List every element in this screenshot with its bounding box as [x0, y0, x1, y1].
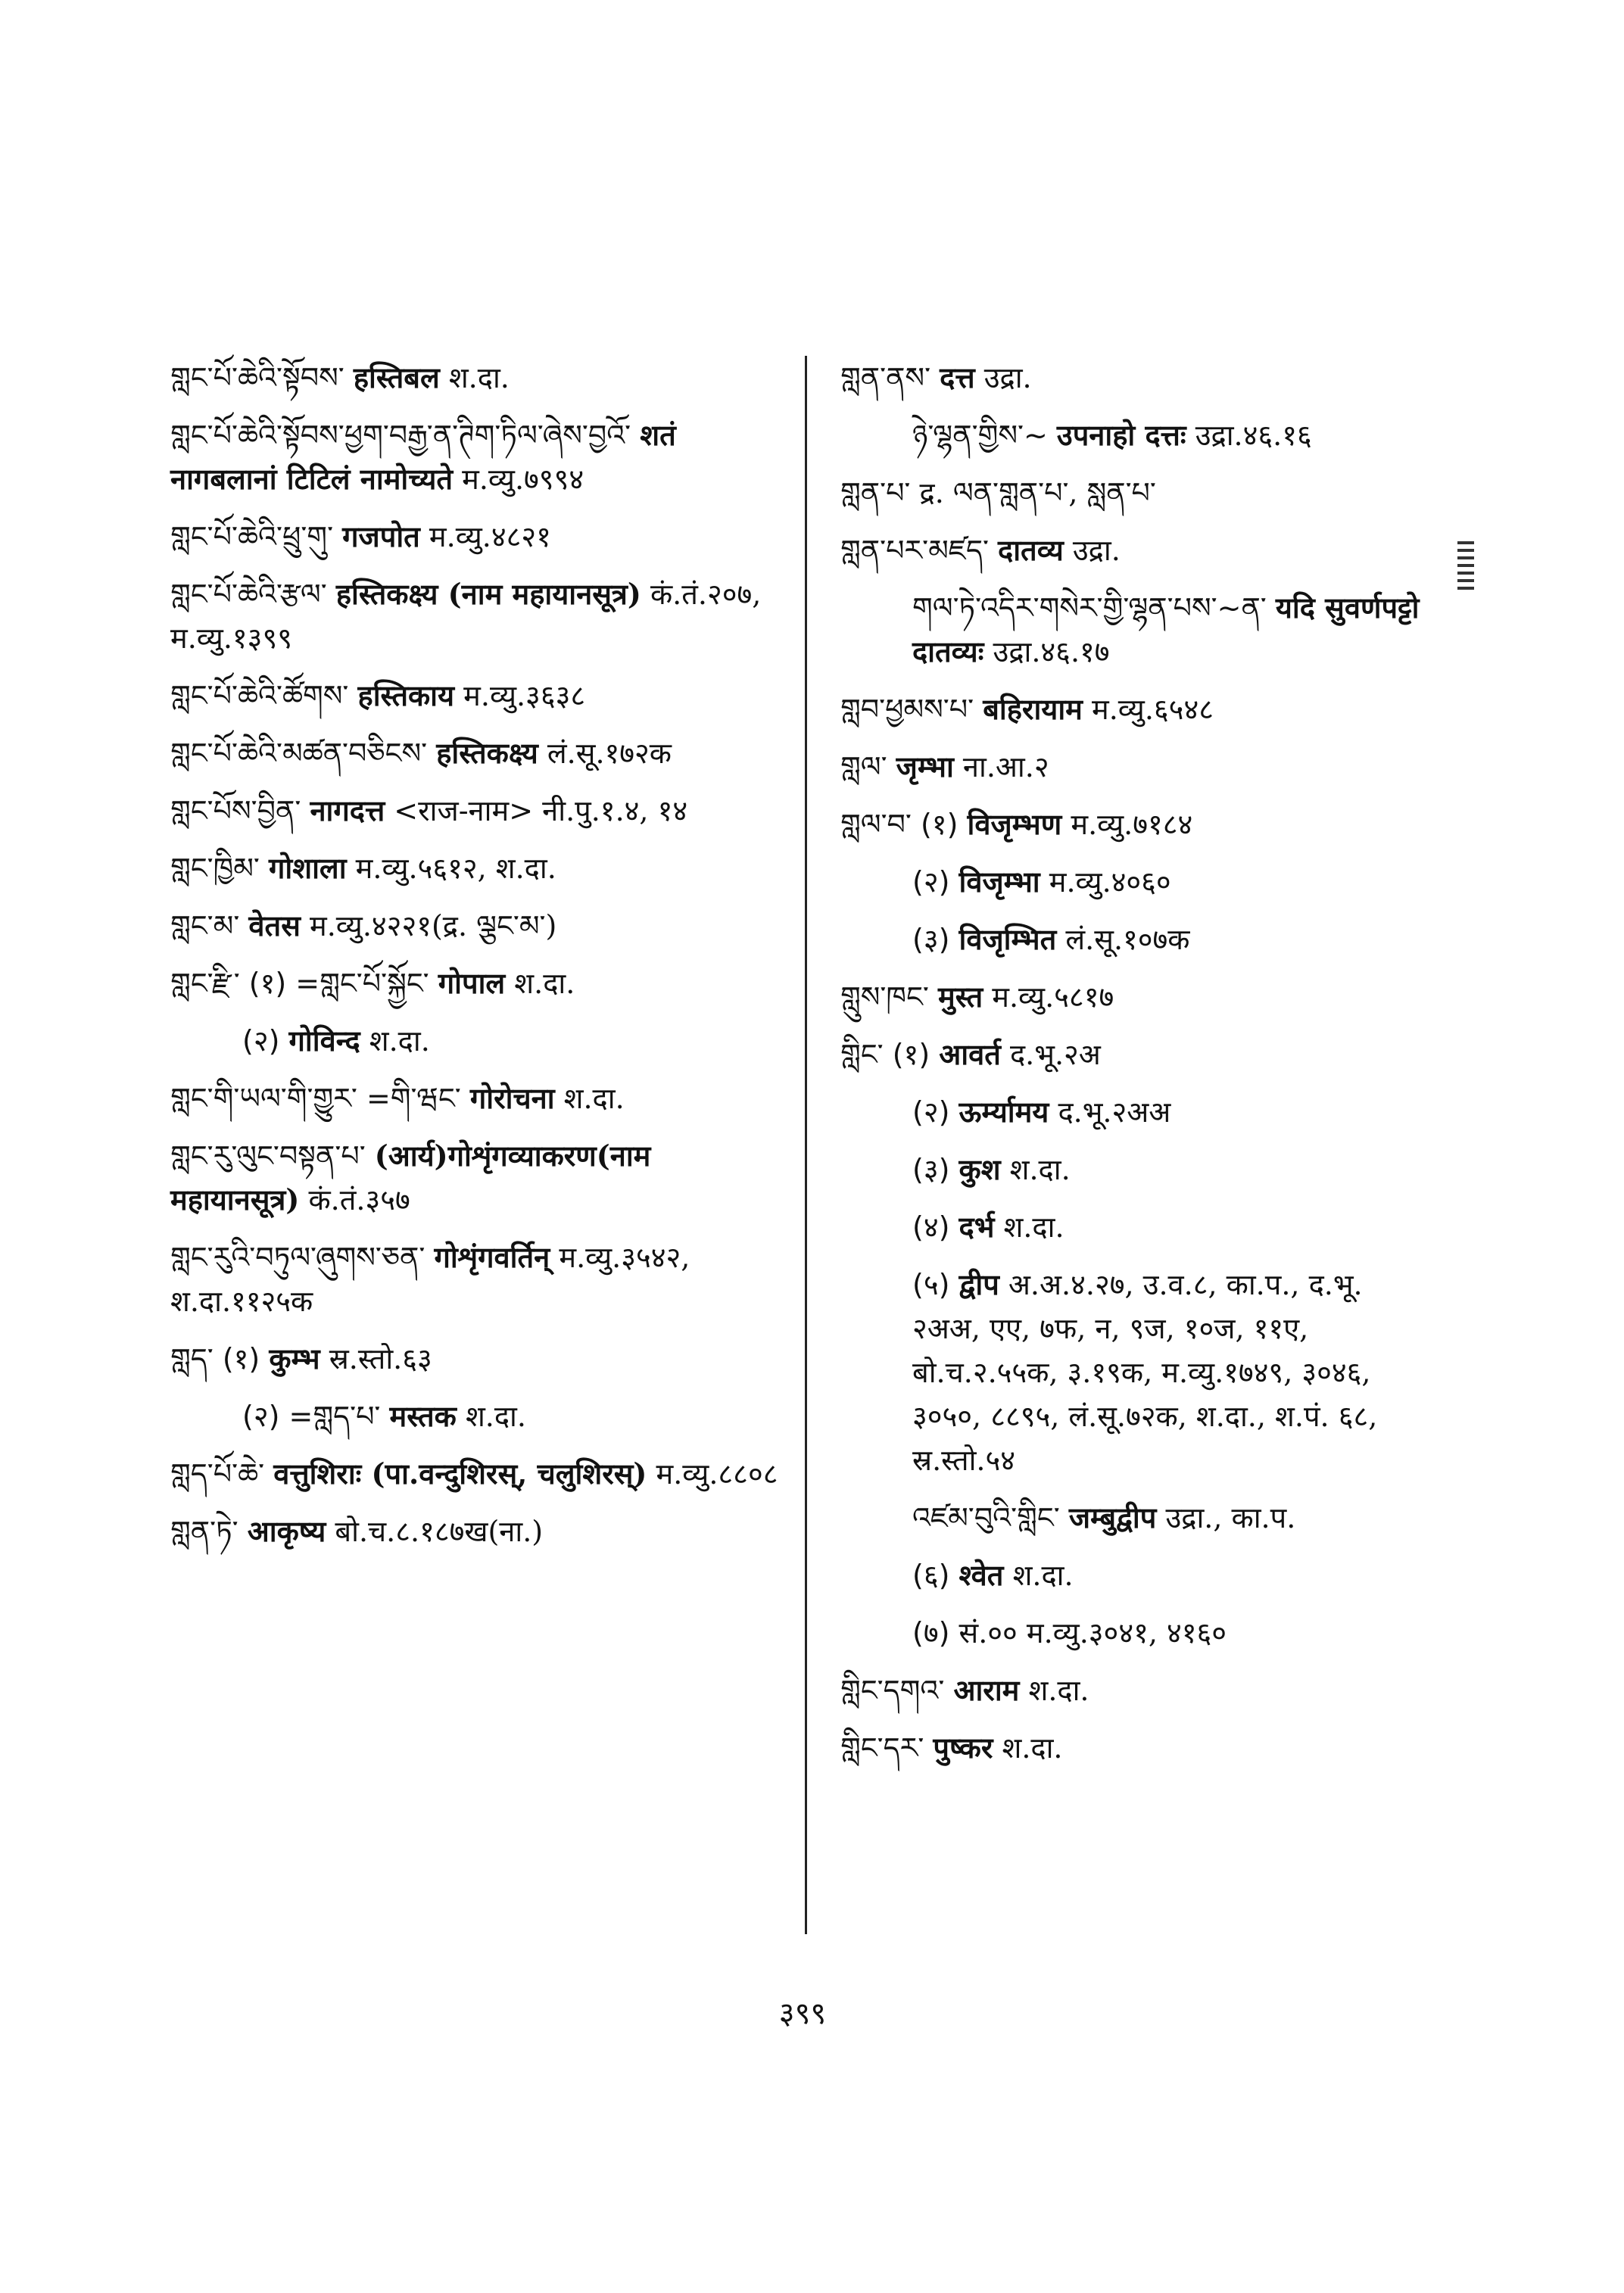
sanskrit-equivalent: आराम: [953, 1673, 1020, 1707]
dictionary-entry: [170, 1337, 787, 1381]
sanskrit-equivalent: कुश: [959, 1152, 1001, 1186]
tibetan-headword: གླང་པོ་ཆེའི་ཚོགས་: [170, 679, 349, 712]
sanskrit-equivalent: गोपाल: [438, 966, 506, 1000]
dictionary-entry: [840, 975, 1431, 1019]
sanskrit-equivalent: (आर्य)गोशृंगव्याकरण(नाम महायानसूत्र): [170, 1139, 651, 1217]
sanskrit-equivalent: गोरोचना: [469, 1081, 555, 1115]
dictionary-entry: [840, 1263, 1431, 1482]
source-reference: बो.च.८.१८७ख(ना.): [335, 1515, 544, 1548]
dictionary-entry: [170, 731, 787, 775]
tibetan-headword: གླང་པོ་ཆེའི་རྩལ་: [170, 578, 327, 611]
dictionary-entry: [840, 471, 1431, 515]
sanskrit-equivalent: दत्त: [940, 360, 975, 394]
dictionary-entry: [840, 1553, 1431, 1597]
tibetan-headword: གླང་གི་ཡལ་གི་གྱུར་ =གི་ཝང་: [170, 1082, 461, 1115]
source-reference: उद्रा.: [1072, 534, 1121, 567]
source-reference: म.व्यु.४०६०: [1049, 865, 1171, 899]
sanskrit-equivalent: हस्तिकाय: [357, 678, 455, 712]
source-reference: लं.सू.१०७क: [1065, 923, 1190, 956]
dictionary-entry: [840, 1668, 1431, 1712]
sanskrit-equivalent: उपनाहो दत्तः: [1056, 418, 1186, 452]
source-reference: म.व्यु.५६१२, श.दा.: [355, 852, 556, 885]
source-reference: म.व्यु.७१८४: [1071, 808, 1193, 841]
sanskrit-equivalent: गोशृंगवर्तिन्: [434, 1240, 550, 1274]
source-reference: द्र. ལན་གླན་པ་, སླན་པ་: [919, 476, 1156, 509]
dictionary-entry: [170, 904, 787, 948]
source-reference: अ.अ.४.२७, उ.व.८, का.प., द.भू. २अअ, एए, ७फ, न, ९ज, १०ज, ११ए, बो.च.२.५५क, ३.१९क, म.व्यु.१७४९, ३०४६, ३०५०, ८८९५, लं.सू.७२क, श.दा., श.पं. ६८, स्र.स्तो.५४: [912, 1268, 1378, 1477]
source-reference: श.दा.: [514, 967, 575, 1000]
source-reference: श.दा.: [1012, 1559, 1074, 1592]
source-reference: द.भू.२अअ: [1058, 1095, 1171, 1129]
source-reference: उद्रा., का.प.: [1165, 1501, 1296, 1534]
sanskrit-equivalent: जृम्भा: [896, 749, 954, 784]
right-column: [840, 356, 1431, 1784]
dictionary-entry: [170, 674, 787, 718]
source-reference: लं.सू.१७२क: [547, 737, 672, 770]
tibetan-headword: གླང་རུའི་བཏུལ་ཞུགས་ཅན་: [170, 1241, 425, 1274]
source-reference: श.दा.: [369, 1024, 430, 1058]
dictionary-entry: [840, 1496, 1431, 1540]
dictionary-entry: [840, 1033, 1431, 1076]
sanskrit-equivalent: श्वेत: [959, 1558, 1004, 1592]
tibetan-headword: (३): [912, 1153, 950, 1186]
tibetan-headword: གླང་པོ་ཆེའི་སྟོབས་ཕྱག་བརྒྱ་ན་ཊིག་ཏིལ་ཞེས་བྱའོ་: [170, 419, 631, 452]
dictionary-entry: [170, 846, 787, 890]
column-divider: [805, 356, 807, 1934]
tibetan-headword: (२): [912, 1095, 950, 1129]
left-column: [170, 356, 787, 1567]
source-reference: श.दा.: [1028, 1674, 1089, 1707]
sanskrit-equivalent: पुष्कर: [933, 1731, 993, 1765]
source-reference: स्र.स्तो.६३: [329, 1342, 432, 1375]
dictionary-entry: [840, 802, 1431, 846]
source-reference: उद्रा.४६.१६: [1195, 419, 1312, 452]
source-reference: म.व्यु.४८२१: [429, 520, 551, 553]
tibetan-headword: གླབ་ཕྱམས་པ་: [840, 693, 974, 726]
dictionary-entry: [840, 860, 1431, 904]
sanskrit-equivalent: मस्तक: [389, 1399, 457, 1433]
sanskrit-equivalent: कुम्भ: [269, 1341, 320, 1375]
tibetan-headword: གླང་པོ་ཆེའི་མཚན་བཅིངས་: [170, 737, 428, 770]
dictionary-entry: [170, 1076, 787, 1120]
sanskrit-equivalent: मुस्त: [937, 980, 983, 1014]
dictionary-entry: [170, 1394, 787, 1438]
dictionary-entry: [170, 1452, 787, 1496]
sanskrit-equivalent: गोविन्द: [288, 1023, 360, 1058]
tibetan-headword: གླང་མ་: [170, 909, 240, 942]
source-reference: म.व्यु.३५४२, श.दा.११२५क: [170, 1241, 690, 1318]
sanskrit-equivalent: गोशाला: [269, 851, 347, 885]
dictionary-entry: [840, 1148, 1431, 1192]
tibetan-headword: (२): [242, 1024, 280, 1058]
dictionary-entry: [170, 356, 787, 400]
source-reference: म.व्यु.३६३८: [463, 679, 586, 712]
sanskrit-equivalent: वेतस: [248, 908, 301, 942]
tibetan-headword: གླན་ནས་: [840, 361, 931, 394]
dictionary-entry: [840, 1726, 1431, 1770]
source-reference: कं.तं.२०७, म.व्यु.१३९९: [170, 578, 762, 655]
source-reference: श.दा.: [448, 361, 510, 394]
margin-mark: [1457, 541, 1474, 594]
source-reference: म.व्यु.५८१७: [992, 980, 1114, 1014]
tibetan-headword: (६): [912, 1559, 950, 1592]
sanskrit-equivalent: विजृम्भण: [967, 807, 1062, 841]
source-reference: म.व्यु.८८०८: [656, 1457, 778, 1491]
sanskrit-equivalent: हस्तिकक्ष्य: [436, 736, 538, 770]
dictionary-entry: [840, 1090, 1431, 1134]
source-reference: श.दा.: [465, 1400, 526, 1433]
tibetan-headword: (७): [912, 1616, 950, 1650]
source-reference: म.व्यु.७९९४: [462, 463, 584, 496]
tibetan-headword: (२): [912, 865, 950, 899]
sanskrit-equivalent: हस्तिकक्ष्य (नाम महायानसूत्र): [335, 577, 641, 611]
dictionary-entry: [840, 586, 1431, 674]
source-reference: सं.०० म.व्यु.३०४१, ४१६०: [959, 1616, 1227, 1650]
dictionary-entry: [170, 1134, 787, 1222]
tibetan-headword: གླན་ཏེ་: [170, 1515, 238, 1548]
sanskrit-equivalent: यदि सुवर्णपट्टो दातव्यः: [912, 590, 1420, 668]
page-number: ३९९: [778, 1996, 827, 2031]
sanskrit-equivalent: ऊर्म्यामय: [959, 1095, 1049, 1129]
tibetan-headword: གལ་ཏེ་འདིར་གསེར་གྱི་ལྷན་པས་~ན་: [912, 591, 1267, 625]
dictionary-entry: [170, 1235, 787, 1323]
tibetan-headword: གླན་པ་: [840, 476, 911, 509]
sanskrit-equivalent: जम्बुद्वीप: [1068, 1500, 1157, 1534]
tibetan-headword: གླང་པོས་བྱིན་: [170, 794, 301, 827]
source-reference: म.व्यु.६५४८: [1092, 693, 1214, 726]
source-reference: म.व्यु.४२२१(द्र. ལྕང་མ་): [310, 909, 557, 942]
dictionary-entry: [840, 687, 1431, 731]
dictionary-entry: [840, 356, 1431, 400]
source-reference: उद्रा.४६.१७: [993, 635, 1110, 668]
tibetan-headword: གླད་པོ་ཆེ་: [170, 1457, 265, 1491]
sanskrit-equivalent: आवर्त: [939, 1037, 1001, 1071]
sanskrit-equivalent: द्वीप: [959, 1267, 999, 1301]
source-reference: उद्रा.: [983, 361, 1032, 394]
tibetan-headword: (४): [912, 1210, 950, 1244]
sanskrit-equivalent: नागदत्त: [310, 793, 385, 827]
sanskrit-equivalent: विजृम्भा: [959, 865, 1040, 899]
source-reference: द.भू.२अ: [1009, 1038, 1101, 1071]
sanskrit-equivalent: गजपोत: [342, 519, 420, 553]
source-reference: कं.तं.३५७: [308, 1183, 410, 1217]
sanskrit-equivalent: दर्भ: [959, 1210, 995, 1244]
sanskrit-equivalent: आकृष्य: [247, 1514, 326, 1548]
sanskrit-equivalent: बहिरायाम: [983, 692, 1083, 726]
dictionary-entry: [170, 413, 787, 501]
dictionary-entry: [840, 1205, 1431, 1249]
tibetan-headword: གླིང་དགའ་: [840, 1674, 945, 1707]
tibetan-headword: གླལ་བ་ (१): [840, 808, 959, 841]
source-reference: श.दा.: [1002, 1731, 1063, 1765]
dictionary-entry: [840, 528, 1431, 572]
tibetan-headword: (५): [912, 1268, 950, 1301]
dictionary-entry: [840, 745, 1431, 789]
source-reference: श.दा.: [1003, 1210, 1064, 1244]
tibetan-headword: ཉེ་ལྷན་གྱིས་~: [912, 419, 1048, 452]
dictionary-entry: [840, 918, 1431, 961]
sanskrit-equivalent: हस्तिबल: [353, 360, 440, 394]
tibetan-headword: གླད་ (१): [170, 1342, 260, 1375]
tibetan-headword: གླུས་ཁང་: [840, 980, 929, 1014]
source-reference: ना.आ.२: [962, 750, 1049, 784]
tibetan-headword: གླང་པོ་ཆེའི་ཕྲུ་གུ་: [170, 520, 334, 553]
sanskrit-equivalent: शतं नागबलानां टिटिलं नामोच्यते: [170, 418, 676, 496]
tibetan-headword: (२) =གླད་པ་: [242, 1400, 381, 1433]
sanskrit-equivalent: दातव्य: [998, 533, 1064, 567]
tibetan-headword: གླལ་: [840, 750, 887, 784]
dictionary-entry: [170, 1509, 787, 1553]
tibetan-headword: གླང་ཁྱིམ་: [170, 852, 260, 885]
tibetan-headword: གླན་པར་མཛད་: [840, 534, 989, 567]
sanskrit-equivalent: विजृम्भित: [959, 922, 1057, 956]
tibetan-headword: འཛམ་བུའི་གླིང་: [912, 1501, 1060, 1534]
tibetan-headword: (३): [912, 923, 950, 956]
tibetan-headword: གླིང་དར་: [840, 1731, 924, 1765]
source-reference: <राज-नाम> नी.पु.१.४, १४: [394, 794, 688, 827]
tibetan-headword: གླང་པོ་ཆེའི་སྟོབས་: [170, 361, 344, 394]
dictionary-entry: [170, 515, 787, 559]
tibetan-headword: གླང་རུ་ལུང་བསྟན་པ་: [170, 1139, 366, 1173]
dictionary-entry: [170, 789, 787, 833]
source-reference: श.दा.: [563, 1082, 625, 1115]
dictionary-entry: [840, 1611, 1431, 1655]
dictionary-entry: [170, 572, 787, 660]
sanskrit-equivalent: वत्तुशिराः (पा.वन्दुशिरस्, चलुशिरस्): [273, 1456, 647, 1491]
dictionary-entry: [170, 1019, 787, 1063]
source-reference: श.दा.: [1009, 1153, 1071, 1186]
dictionary-entry: [170, 961, 787, 1005]
tibetan-headword: གླང་རྫི་ (१) =གླང་པོ་སྐྱོང་: [170, 967, 429, 1000]
dictionary-entry: [840, 413, 1431, 457]
tibetan-headword: གླིང་ (१): [840, 1038, 930, 1071]
